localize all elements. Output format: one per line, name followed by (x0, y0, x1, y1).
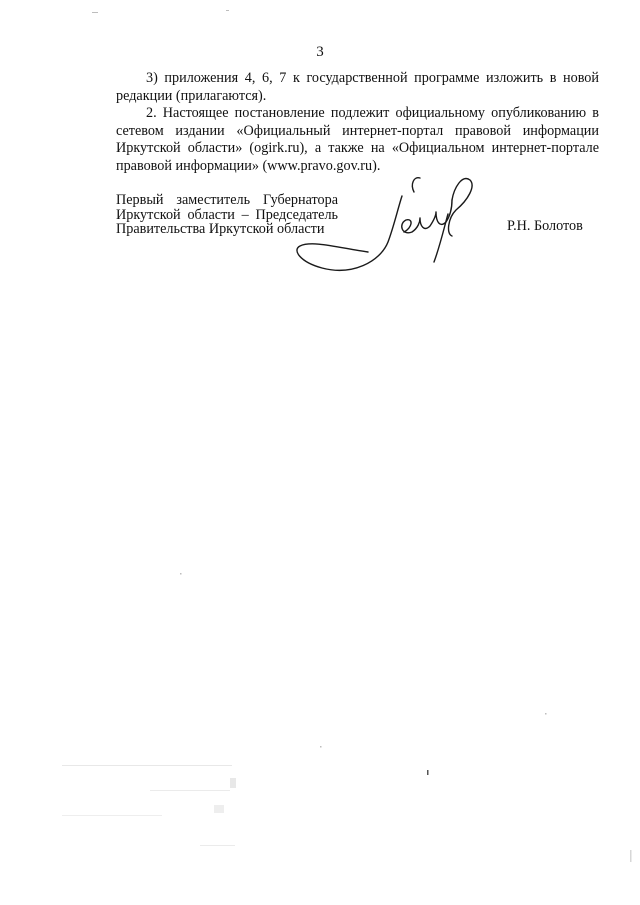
signer-name: Р.Н. Болотов (507, 218, 583, 234)
signature-stroke (434, 214, 448, 262)
document-body (116, 70, 599, 176)
signer-title-line: Правительства Иркутской области (116, 221, 325, 238)
signer-title-line: Иркутской области – Председатель (116, 206, 338, 223)
signature-stroke (402, 200, 452, 233)
signer-title (116, 193, 338, 237)
page-number: 3 (316, 44, 324, 60)
paragraph-publication: 2. Настоящее постановление подлежит официальному опубликованию в сетевом издании «Официальный интернет-портал правовой информации Иркутской области» (ogirk.ru), а также на «Официальном интернет-портале правовой информации» (www.pravo.gov.ru). (116, 105, 599, 174)
signer-title-line: Первый заместитель Губернатора (116, 192, 338, 208)
paragraph-item-3: 3) приложения 4, 6, 7 к государственной программе изложить в новой редакции (прилагаются). (116, 70, 599, 104)
signature-stroke (412, 178, 420, 192)
signature-stroke (449, 179, 473, 236)
